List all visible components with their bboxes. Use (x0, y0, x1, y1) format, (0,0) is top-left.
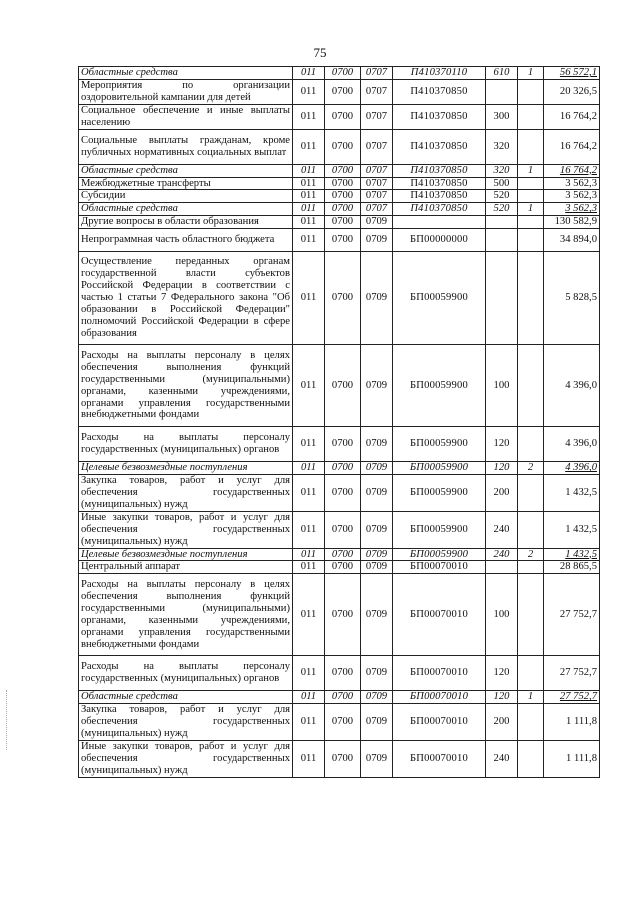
row-section: 0700 (325, 80, 361, 105)
row-article: П410370850 (393, 164, 486, 177)
row-expense-type: 240 (486, 548, 518, 561)
row-sum: 1 111,8 (544, 740, 600, 777)
row-name: Закупка товаров, работ и услуг для обеспечения государственных (муниципальных) нужд (79, 704, 293, 741)
table-row (79, 561, 600, 574)
row-source (518, 511, 544, 548)
row-code: 011 (293, 740, 325, 777)
row-source: 1 (518, 691, 544, 704)
row-sum: 16 764,2 (544, 104, 600, 129)
row-sum: 16 764,2 (544, 164, 600, 177)
row-expense-type (486, 80, 518, 105)
row-source (518, 80, 544, 105)
row-section: 0700 (325, 691, 361, 704)
table-row (79, 345, 600, 427)
row-expense-type: 520 (486, 203, 518, 216)
table-row (79, 511, 600, 548)
row-sum: 16 764,2 (544, 129, 600, 164)
row-expense-type: 120 (486, 427, 518, 462)
row-subsection: 0709 (361, 740, 393, 777)
row-article: БП00070010 (393, 574, 486, 656)
row-section: 0700 (325, 574, 361, 656)
row-expense-type (486, 229, 518, 252)
row-source (518, 177, 544, 190)
row-code: 011 (293, 462, 325, 475)
table-row (79, 80, 600, 105)
row-name: Осуществление переданных органам государственной власти субъектов Российской Федерации в соответствии с частью 1 статьи 7 Федерального закона "Об образовании в Российской Федерации" полномочий Российской Федерации в сфере образования (79, 252, 293, 345)
row-code: 011 (293, 574, 325, 656)
row-article: БП00059900 (393, 427, 486, 462)
row-article: П410370850 (393, 104, 486, 129)
row-code: 011 (293, 104, 325, 129)
table-row (79, 740, 600, 777)
row-source: 2 (518, 462, 544, 475)
row-expense-type: 320 (486, 129, 518, 164)
row-source (518, 252, 544, 345)
row-expense-type: 320 (486, 164, 518, 177)
row-section: 0700 (325, 704, 361, 741)
row-sum: 4 396,0 (544, 345, 600, 427)
row-section: 0700 (325, 216, 361, 229)
table-row (79, 691, 600, 704)
row-article: БП00059900 (393, 511, 486, 548)
row-name: Закупка товаров, работ и услуг для обеспечения государственных (муниципальных) нужд (79, 475, 293, 512)
row-sum: 4 396,0 (544, 462, 600, 475)
budget-table (78, 66, 600, 778)
row-name: Расходы на выплаты персоналу государственных (муниципальных) органов (79, 427, 293, 462)
table-row (79, 548, 600, 561)
row-subsection: 0709 (361, 704, 393, 741)
row-section: 0700 (325, 190, 361, 203)
table-row (79, 67, 600, 80)
row-expense-type: 520 (486, 190, 518, 203)
row-subsection: 0707 (361, 80, 393, 105)
row-article: БП00059900 (393, 548, 486, 561)
row-code: 011 (293, 216, 325, 229)
row-sum: 28 865,5 (544, 561, 600, 574)
row-source: 2 (518, 548, 544, 561)
row-section: 0700 (325, 462, 361, 475)
row-name: Мероприятия по организации оздоровительной кампании для детей (79, 80, 293, 105)
row-code: 011 (293, 345, 325, 427)
row-sum: 4 396,0 (544, 427, 600, 462)
table-row (79, 203, 600, 216)
row-name: Целевые безвозмездные поступления (79, 462, 293, 475)
row-name: Расходы на выплаты персоналу в целях обеспечения выполнения функций государственными (муниципальными) органами, казенными учреждениями, органами управления государственными внебюджетными фондами (79, 574, 293, 656)
row-section: 0700 (325, 345, 361, 427)
row-subsection: 0709 (361, 574, 393, 656)
row-subsection: 0709 (361, 252, 393, 345)
table-row (79, 574, 600, 656)
row-code: 011 (293, 80, 325, 105)
row-section: 0700 (325, 129, 361, 164)
row-subsection: 0709 (361, 548, 393, 561)
row-source (518, 216, 544, 229)
row-subsection: 0707 (361, 203, 393, 216)
row-sum: 130 582,9 (544, 216, 600, 229)
row-subsection: 0707 (361, 177, 393, 190)
row-article: БП00059900 (393, 252, 486, 345)
row-source (518, 104, 544, 129)
row-article: БП00070010 (393, 561, 486, 574)
scan-edge-marks (6, 690, 10, 750)
row-name: Центральный аппарат (79, 561, 293, 574)
row-source (518, 129, 544, 164)
row-sum: 1 432,5 (544, 511, 600, 548)
row-sum: 1 432,5 (544, 548, 600, 561)
row-expense-type: 240 (486, 740, 518, 777)
table-row (79, 129, 600, 164)
row-article: П410370850 (393, 177, 486, 190)
row-code: 011 (293, 129, 325, 164)
row-source (518, 740, 544, 777)
row-subsection: 0709 (361, 561, 393, 574)
row-expense-type: 300 (486, 104, 518, 129)
row-name: Иные закупки товаров, работ и услуг для обеспечения государственных (муниципальных) нужд (79, 511, 293, 548)
row-sum: 56 572,1 (544, 67, 600, 80)
row-name: Областные средства (79, 203, 293, 216)
row-expense-type: 200 (486, 704, 518, 741)
row-section: 0700 (325, 548, 361, 561)
row-subsection: 0707 (361, 164, 393, 177)
row-article: БП00000000 (393, 229, 486, 252)
row-article: П410370110 (393, 67, 486, 80)
row-article: П410370850 (393, 190, 486, 203)
table-row (79, 216, 600, 229)
row-section: 0700 (325, 561, 361, 574)
row-sum: 34 894,0 (544, 229, 600, 252)
row-article: БП00070010 (393, 691, 486, 704)
table-row (79, 164, 600, 177)
row-article: БП00059900 (393, 345, 486, 427)
row-source (518, 427, 544, 462)
row-source (518, 190, 544, 203)
row-article: П410370850 (393, 80, 486, 105)
row-name: Областные средства (79, 164, 293, 177)
row-code: 011 (293, 67, 325, 80)
row-expense-type: 610 (486, 67, 518, 80)
row-code: 011 (293, 656, 325, 691)
row-section: 0700 (325, 104, 361, 129)
table-row (79, 190, 600, 203)
row-expense-type: 120 (486, 691, 518, 704)
row-source (518, 561, 544, 574)
row-code: 011 (293, 203, 325, 216)
row-sum: 27 752,7 (544, 574, 600, 656)
row-subsection: 0709 (361, 475, 393, 512)
row-subsection: 0709 (361, 229, 393, 252)
row-subsection: 0709 (361, 427, 393, 462)
table-row (79, 462, 600, 475)
row-article: БП00070010 (393, 740, 486, 777)
table-row (79, 704, 600, 741)
row-name: Социальные выплаты гражданам, кроме публичных нормативных социальных выплат (79, 129, 293, 164)
row-sum: 1 111,8 (544, 704, 600, 741)
row-section: 0700 (325, 427, 361, 462)
row-sum: 27 752,7 (544, 656, 600, 691)
row-section: 0700 (325, 511, 361, 548)
row-expense-type: 100 (486, 574, 518, 656)
row-expense-type: 240 (486, 511, 518, 548)
row-name: Областные средства (79, 691, 293, 704)
page-number: 75 (313, 45, 327, 60)
row-code: 011 (293, 548, 325, 561)
table-body (79, 67, 600, 778)
row-name: Расходы на выплаты персоналу государственных (муниципальных) органов (79, 656, 293, 691)
table-row (79, 252, 600, 345)
row-article: БП00070010 (393, 656, 486, 691)
row-expense-type (486, 252, 518, 345)
row-section: 0700 (325, 67, 361, 80)
row-code: 011 (293, 164, 325, 177)
row-expense-type: 120 (486, 656, 518, 691)
row-section: 0700 (325, 177, 361, 190)
row-article: П410370850 (393, 129, 486, 164)
row-sum: 1 432,5 (544, 475, 600, 512)
row-subsection: 0707 (361, 67, 393, 80)
row-code: 011 (293, 229, 325, 252)
row-code: 011 (293, 704, 325, 741)
table-row (79, 475, 600, 512)
row-subsection: 0709 (361, 511, 393, 548)
row-article: БП00059900 (393, 475, 486, 512)
row-source (518, 229, 544, 252)
row-sum: 3 562,3 (544, 177, 600, 190)
row-section: 0700 (325, 475, 361, 512)
row-sum: 3 562,3 (544, 190, 600, 203)
row-expense-type: 500 (486, 177, 518, 190)
row-sum: 20 326,5 (544, 80, 600, 105)
row-subsection: 0709 (361, 656, 393, 691)
table-row (79, 656, 600, 691)
row-name: Межбюджетные трансферты (79, 177, 293, 190)
row-subsection: 0707 (361, 190, 393, 203)
row-name: Субсидии (79, 190, 293, 203)
row-sum: 3 562,3 (544, 203, 600, 216)
row-section: 0700 (325, 656, 361, 691)
table-row (79, 229, 600, 252)
table-row (79, 427, 600, 462)
row-name: Социальное обеспечение и иные выплаты населению (79, 104, 293, 129)
row-subsection: 0709 (361, 462, 393, 475)
row-expense-type: 200 (486, 475, 518, 512)
row-name: Расходы на выплаты персоналу в целях обеспечения выполнения функций государственными (муниципальными) органами, казенными учреждениями, органами управления государственными внебюджетными фондами (79, 345, 293, 427)
row-code: 011 (293, 177, 325, 190)
row-subsection: 0709 (361, 691, 393, 704)
row-name: Областные средства (79, 67, 293, 80)
row-article (393, 216, 486, 229)
row-section: 0700 (325, 164, 361, 177)
row-sum: 5 828,5 (544, 252, 600, 345)
row-source (518, 574, 544, 656)
row-expense-type (486, 216, 518, 229)
row-source (518, 656, 544, 691)
row-code: 011 (293, 252, 325, 345)
row-section: 0700 (325, 203, 361, 216)
row-name: Целевые безвозмездные поступления (79, 548, 293, 561)
row-source (518, 345, 544, 427)
row-sum: 27 752,7 (544, 691, 600, 704)
row-code: 011 (293, 427, 325, 462)
row-subsection: 0709 (361, 345, 393, 427)
row-code: 011 (293, 561, 325, 574)
row-article: БП00059900 (393, 462, 486, 475)
row-source (518, 475, 544, 512)
row-subsection: 0707 (361, 104, 393, 129)
row-section: 0700 (325, 252, 361, 345)
row-expense-type: 100 (486, 345, 518, 427)
row-section: 0700 (325, 740, 361, 777)
row-article: П410370850 (393, 203, 486, 216)
row-section: 0700 (325, 229, 361, 252)
row-subsection: 0709 (361, 216, 393, 229)
row-article: БП00070010 (393, 704, 486, 741)
row-name: Непрограммная часть областного бюджета (79, 229, 293, 252)
row-name: Иные закупки товаров, работ и услуг для обеспечения государственных (муниципальных) нужд (79, 740, 293, 777)
row-subsection: 0707 (361, 129, 393, 164)
row-code: 011 (293, 511, 325, 548)
row-expense-type (486, 561, 518, 574)
row-source: 1 (518, 203, 544, 216)
row-source: 1 (518, 67, 544, 80)
row-code: 011 (293, 190, 325, 203)
row-source (518, 704, 544, 741)
row-code: 011 (293, 691, 325, 704)
row-source: 1 (518, 164, 544, 177)
row-name: Другие вопросы в области образования (79, 216, 293, 229)
table-row (79, 104, 600, 129)
table-row (79, 177, 600, 190)
row-code: 011 (293, 475, 325, 512)
row-expense-type: 120 (486, 462, 518, 475)
